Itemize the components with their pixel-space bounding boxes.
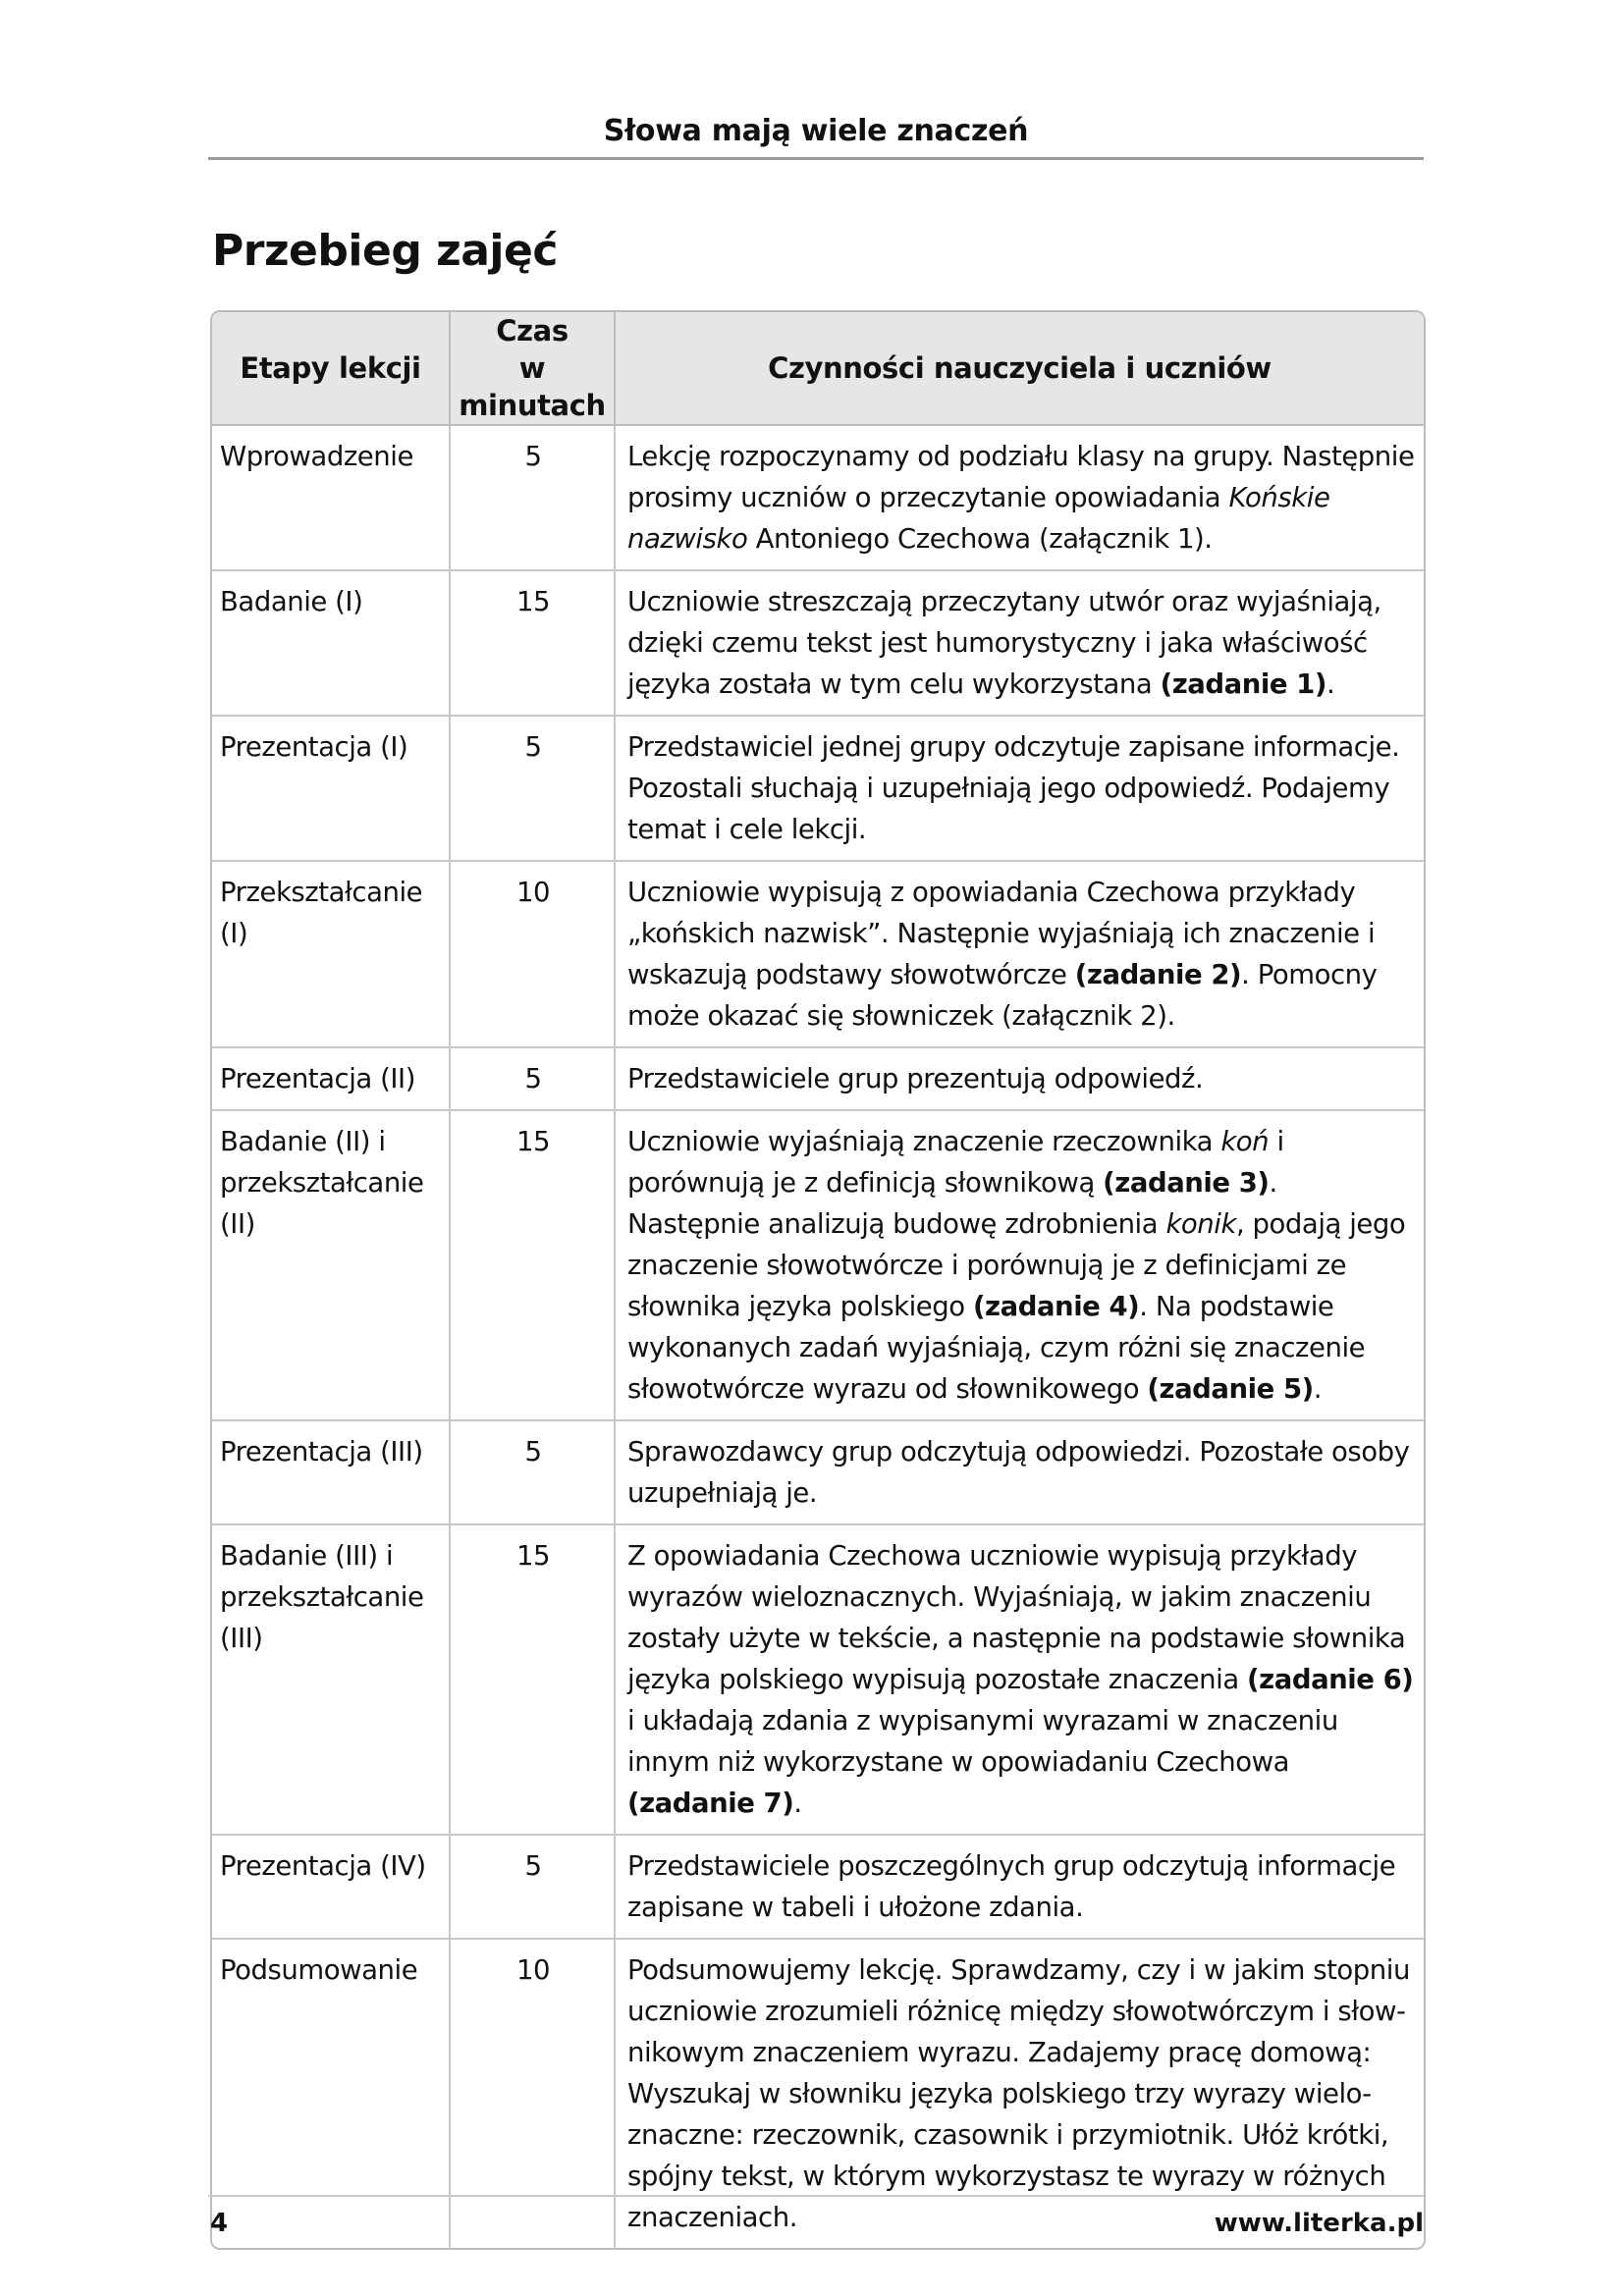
activity-text: Sprawozdawcy grup odczytują odpowiedzi. Pozostałe osoby uzupełniają je. [627,1436,1410,1509]
time-cell: 15 [450,1110,615,1420]
activity-text: . [793,1788,802,1819]
activities-cell [615,1835,1424,1939]
activities-cell [615,716,1424,861]
activity-text: Uczniowie streszczają przeczytany utwór oraz wyjaśniają, dzięki czemu tekst jest humorystyczny i jaka właściwość języka została w tym celu wykorzystana [627,586,1381,700]
table-row [212,716,1424,861]
activity-text: . [1313,1373,1323,1405]
task-reference: (zadanie 5) [1147,1373,1314,1405]
task-reference: (zadanie 7) [627,1788,794,1819]
section-title: Przebieg zajęć [212,226,558,276]
activity-text: , podają jego znaczenie słowotwórcze i porównują je z definicjami ze słownika języka polskiego [627,1208,1406,1322]
column-header-stage: Etapy lekcji [212,312,450,425]
activities-cell [615,425,1424,570]
time-cell: 10 [450,861,615,1047]
activities-cell [615,1047,1424,1110]
task-reference: (zadanie 1) [1160,668,1326,700]
time-cell: 15 [450,570,615,716]
activity-text: Przedstawiciele grup prezentują odpowiedź. [627,1063,1204,1095]
task-reference: (zadanie 4) [972,1291,1140,1322]
stage-cell: Prezentacja (IV) [212,1835,450,1939]
footer-rule [208,2195,1424,2197]
table-row [212,1047,1424,1110]
stage-cell: Badanie (II) i przekształcanie (II) [212,1110,450,1420]
time-cell: 5 [450,1835,615,1939]
activities-cell [615,1939,1424,2248]
table-row [212,1420,1424,1524]
emphasized-term: koń [1220,1126,1270,1157]
column-header-activities: Czynności nauczyciela i uczniów [615,312,1424,425]
running-header-title: Słowa mają wiele znaczeń [603,114,1029,148]
stage-cell: Badanie (I) [212,570,450,716]
page-number: 4 [210,2209,229,2238]
table-header [212,312,1424,425]
activity-text: Przedstawiciel jednej grupy odczytuje zapisane informacje. Pozostali słuchają i uzupełniają jego odpowiedź. Podajemy temat i cele lekcji. [627,731,1400,845]
activity-text: Podsumowujemy lekcję. Sprawdzamy, czy i w jakim stopniu uczniowie zrozumieli różnicę między słowotwórczym i słownikowym znaczeniem wyrazu. Zadajemy pracę domową: Wyszukaj w słowniku języka polskiego trzy wyrazy wieloznaczne: rzeczownik, czasownik i przymiotnik. Ułóż krótki, spójny tekst, w którym wykorzystasz te wyrazy w różnych znaczeniach. [627,1954,1410,2233]
header-rule [208,157,1424,160]
activities-cell [615,570,1424,716]
column-header-time-line1: Czas [496,314,568,347]
emphasized-term: konik [1165,1208,1236,1240]
activities-cell [615,1420,1424,1524]
lesson-plan-table [210,310,1426,2250]
stage-cell: Prezentacja (II) [212,1047,450,1110]
table-row [212,425,1424,570]
table-row [212,570,1424,716]
table-row [212,1939,1424,2248]
activity-text: i układają zdania z wypisanymi wyrazami w znaczeniu innym niż wykorzystane w opowiadaniu Czechowa [627,1705,1338,1778]
activity-text: Przedstawiciele poszczególnych grup odczytują informacje zapisane w tabeli i ułożone zdania. [627,1850,1396,1923]
activity-text: i porównują je z definicją słownikową [627,1126,1284,1199]
activities-cell [615,1524,1424,1835]
time-cell: 10 [450,1939,615,2248]
activities-cell [615,861,1424,1047]
activity-text: . Pomocny może okazać się słowniczek (załącznik 2). [627,959,1378,1032]
stage-cell: Przekształcanie (I) [212,861,450,1047]
table-row [212,1110,1424,1420]
table-row [212,1835,1424,1939]
time-cell: 15 [450,1524,615,1835]
stage-cell: Prezentacja (III) [212,1420,450,1524]
task-reference: (zadanie 6) [1247,1664,1414,1695]
column-header-time [450,312,615,425]
task-reference: (zadanie 2) [1074,959,1242,990]
activity-text: Antoniego Czechowa (załącznik 1). [747,523,1213,555]
activities-cell [615,1110,1424,1420]
table-body [212,425,1424,2248]
stage-cell: Badanie (III) i przekształcanie (III) [212,1524,450,1835]
activity-text: Lekcję rozpoczynamy od podziału klasy na grupy. Następnie prosimy uczniów o przeczytanie opowiadania [627,441,1415,513]
activity-text: Uczniowie wypisują z opowiadania Czechowa przykłady „końskich nazwisk”. Następnie wyjaśniają ich znaczenie i wskazują podstawy słowotwórcze [627,877,1376,990]
activity-text: . Na podstawie wykonanych zadań wyjaśniają, czym różni się znaczenie słowotwórcze wyrazu od słownikowego [627,1291,1366,1405]
task-reference: (zadanie 3) [1103,1167,1270,1199]
stage-cell: Wprowadzenie [212,425,450,570]
time-cell: 5 [450,425,615,570]
time-cell: 5 [450,1420,615,1524]
column-header-time-line2: w minutach [459,351,606,422]
footer-url: www.literka.pl [1214,2209,1424,2238]
emphasized-term: Końskie nazwisko [627,482,1330,555]
activity-text: Z opowiadania Czechowa uczniowie wypisują przykłady wyrazów wieloznacznych. Wyjaśniają, w jakim znaczeniu zostały użyte w tekście, a następnie na podstawie słownika języka polskiego wypisują pozostałe znaczenia [627,1540,1406,1695]
table-row [212,861,1424,1047]
activity-text: Uczniowie wyjaśniają znaczenie rzeczownika [627,1126,1221,1157]
table-row [212,1524,1424,1835]
activity-text: . [1326,668,1335,700]
time-cell: 5 [450,1047,615,1110]
time-cell: 5 [450,716,615,861]
activity-text: . Następnie analizują budowę zdrobnienia [627,1167,1277,1240]
stage-cell: Prezentacja (I) [212,716,450,861]
stage-cell: Podsumowanie [212,1939,450,2248]
